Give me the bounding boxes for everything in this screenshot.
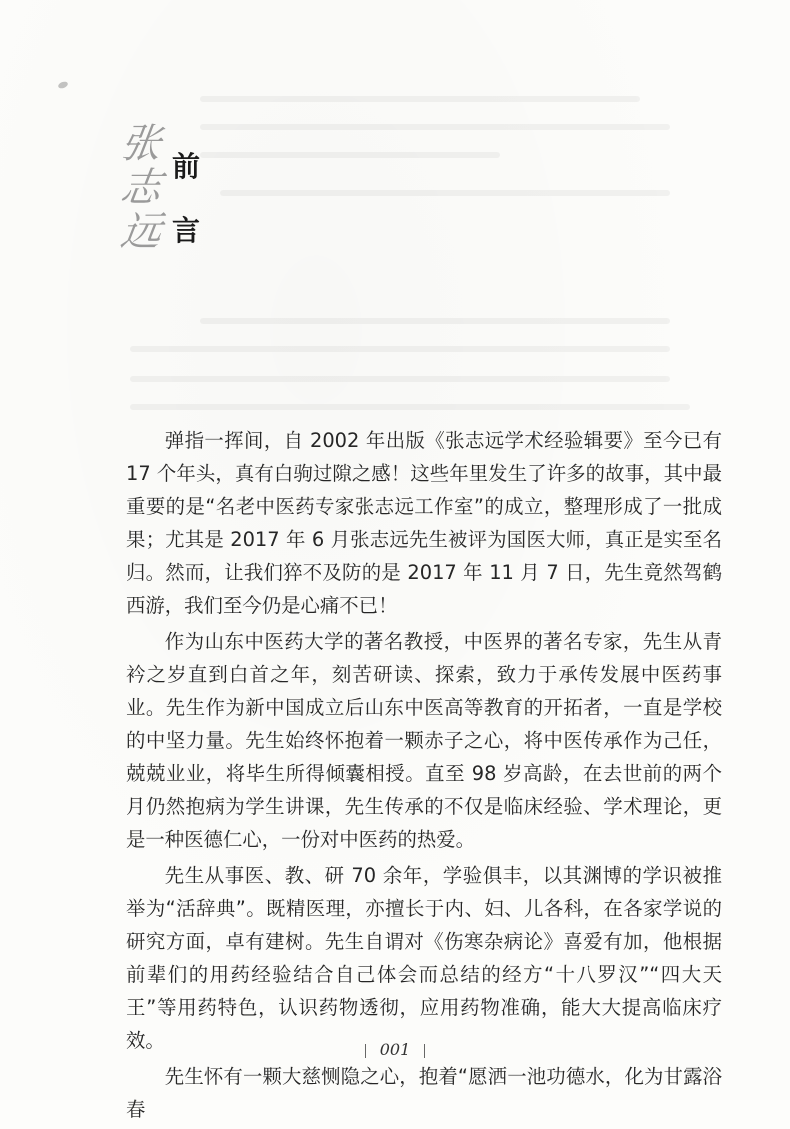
ink-speck — [57, 80, 68, 89]
page-footer — [0, 1040, 790, 1059]
title-char: 前 — [172, 150, 201, 183]
calligraphy-char: 张 — [117, 121, 165, 167]
paragraph: 先生怀有一颗大慈恻隐之心，抱着“愿洒一池功德水，化为甘露浴春 — [126, 1065, 722, 1121]
title-char: 言 — [172, 214, 201, 247]
footer-divider — [424, 1044, 425, 1058]
footer-divider — [365, 1044, 366, 1058]
bleed-through-line — [200, 318, 670, 324]
bleed-through-line — [220, 190, 670, 196]
paragraph: 弹指一挥间，自 2002 年出版《张志远学术经验辑要》至今已有 17 个年头，真有白驹过隙之感！这些年里发生了许多的故事，其中最重要的是“名老中医药专家张志远工作室”的成立，整理形成了一批成果；尤其是 2017 年 6 月张志远先生被评为国医大师，真正是实至名归。然而，让我们猝不及防的是 2017 年 11 月 7 日，先生竟然驾鹤西游，我们至今仍是心痛不已！ — [126, 429, 722, 617]
page-title — [172, 150, 212, 248]
bleed-through-line — [200, 152, 500, 158]
bleed-through-line — [130, 404, 690, 410]
bleed-through-line — [200, 124, 670, 130]
bleed-through-line — [200, 96, 640, 102]
paragraph: 先生从事医、教、研 70 余年，学验俱丰，以其渊博的学识被推举为“活辞典”。既精医理，亦擅长于内、妇、儿各科，在各家学说的研究方面，卓有建树。先生自谓对《伤寒杂病论》喜爱有加，他根据前辈们的用药经验结合自己体会而总结的经方“十八罗汉”“四大天王”等用药特色，认识药物透彻，应用药物准确，能大大提高临床疗效。 — [126, 864, 722, 1052]
preface-body — [126, 424, 722, 1129]
calligraphy-char: 远 — [117, 209, 165, 255]
calligraphy-author-name — [116, 122, 166, 254]
paragraph: 作为山东中医药大学的著名教授，中医界的著名专家，先生从青衿之岁直到白首之年，刻苦研读、探索，致力于承传发展中医药事业。先生作为新中国成立后山东中医高等教育的开拓者，一直是学校的中坚力量。先生始终怀抱着一颗赤子之心，将中医传承作为己任，兢兢业业，将毕生所得倾囊相授。直至 98 岁高龄，在去世前的两个月仍然抱病为学生讲课，先生传承的不仅是临床经验、学术理论，更是一种医德仁心，一份对中医药的热爱。 — [126, 630, 722, 851]
bleed-through-line — [130, 346, 670, 352]
calligraphy-char: 志 — [117, 165, 165, 211]
page-number: 001 — [379, 1040, 411, 1059]
bleed-through-line — [130, 376, 670, 382]
